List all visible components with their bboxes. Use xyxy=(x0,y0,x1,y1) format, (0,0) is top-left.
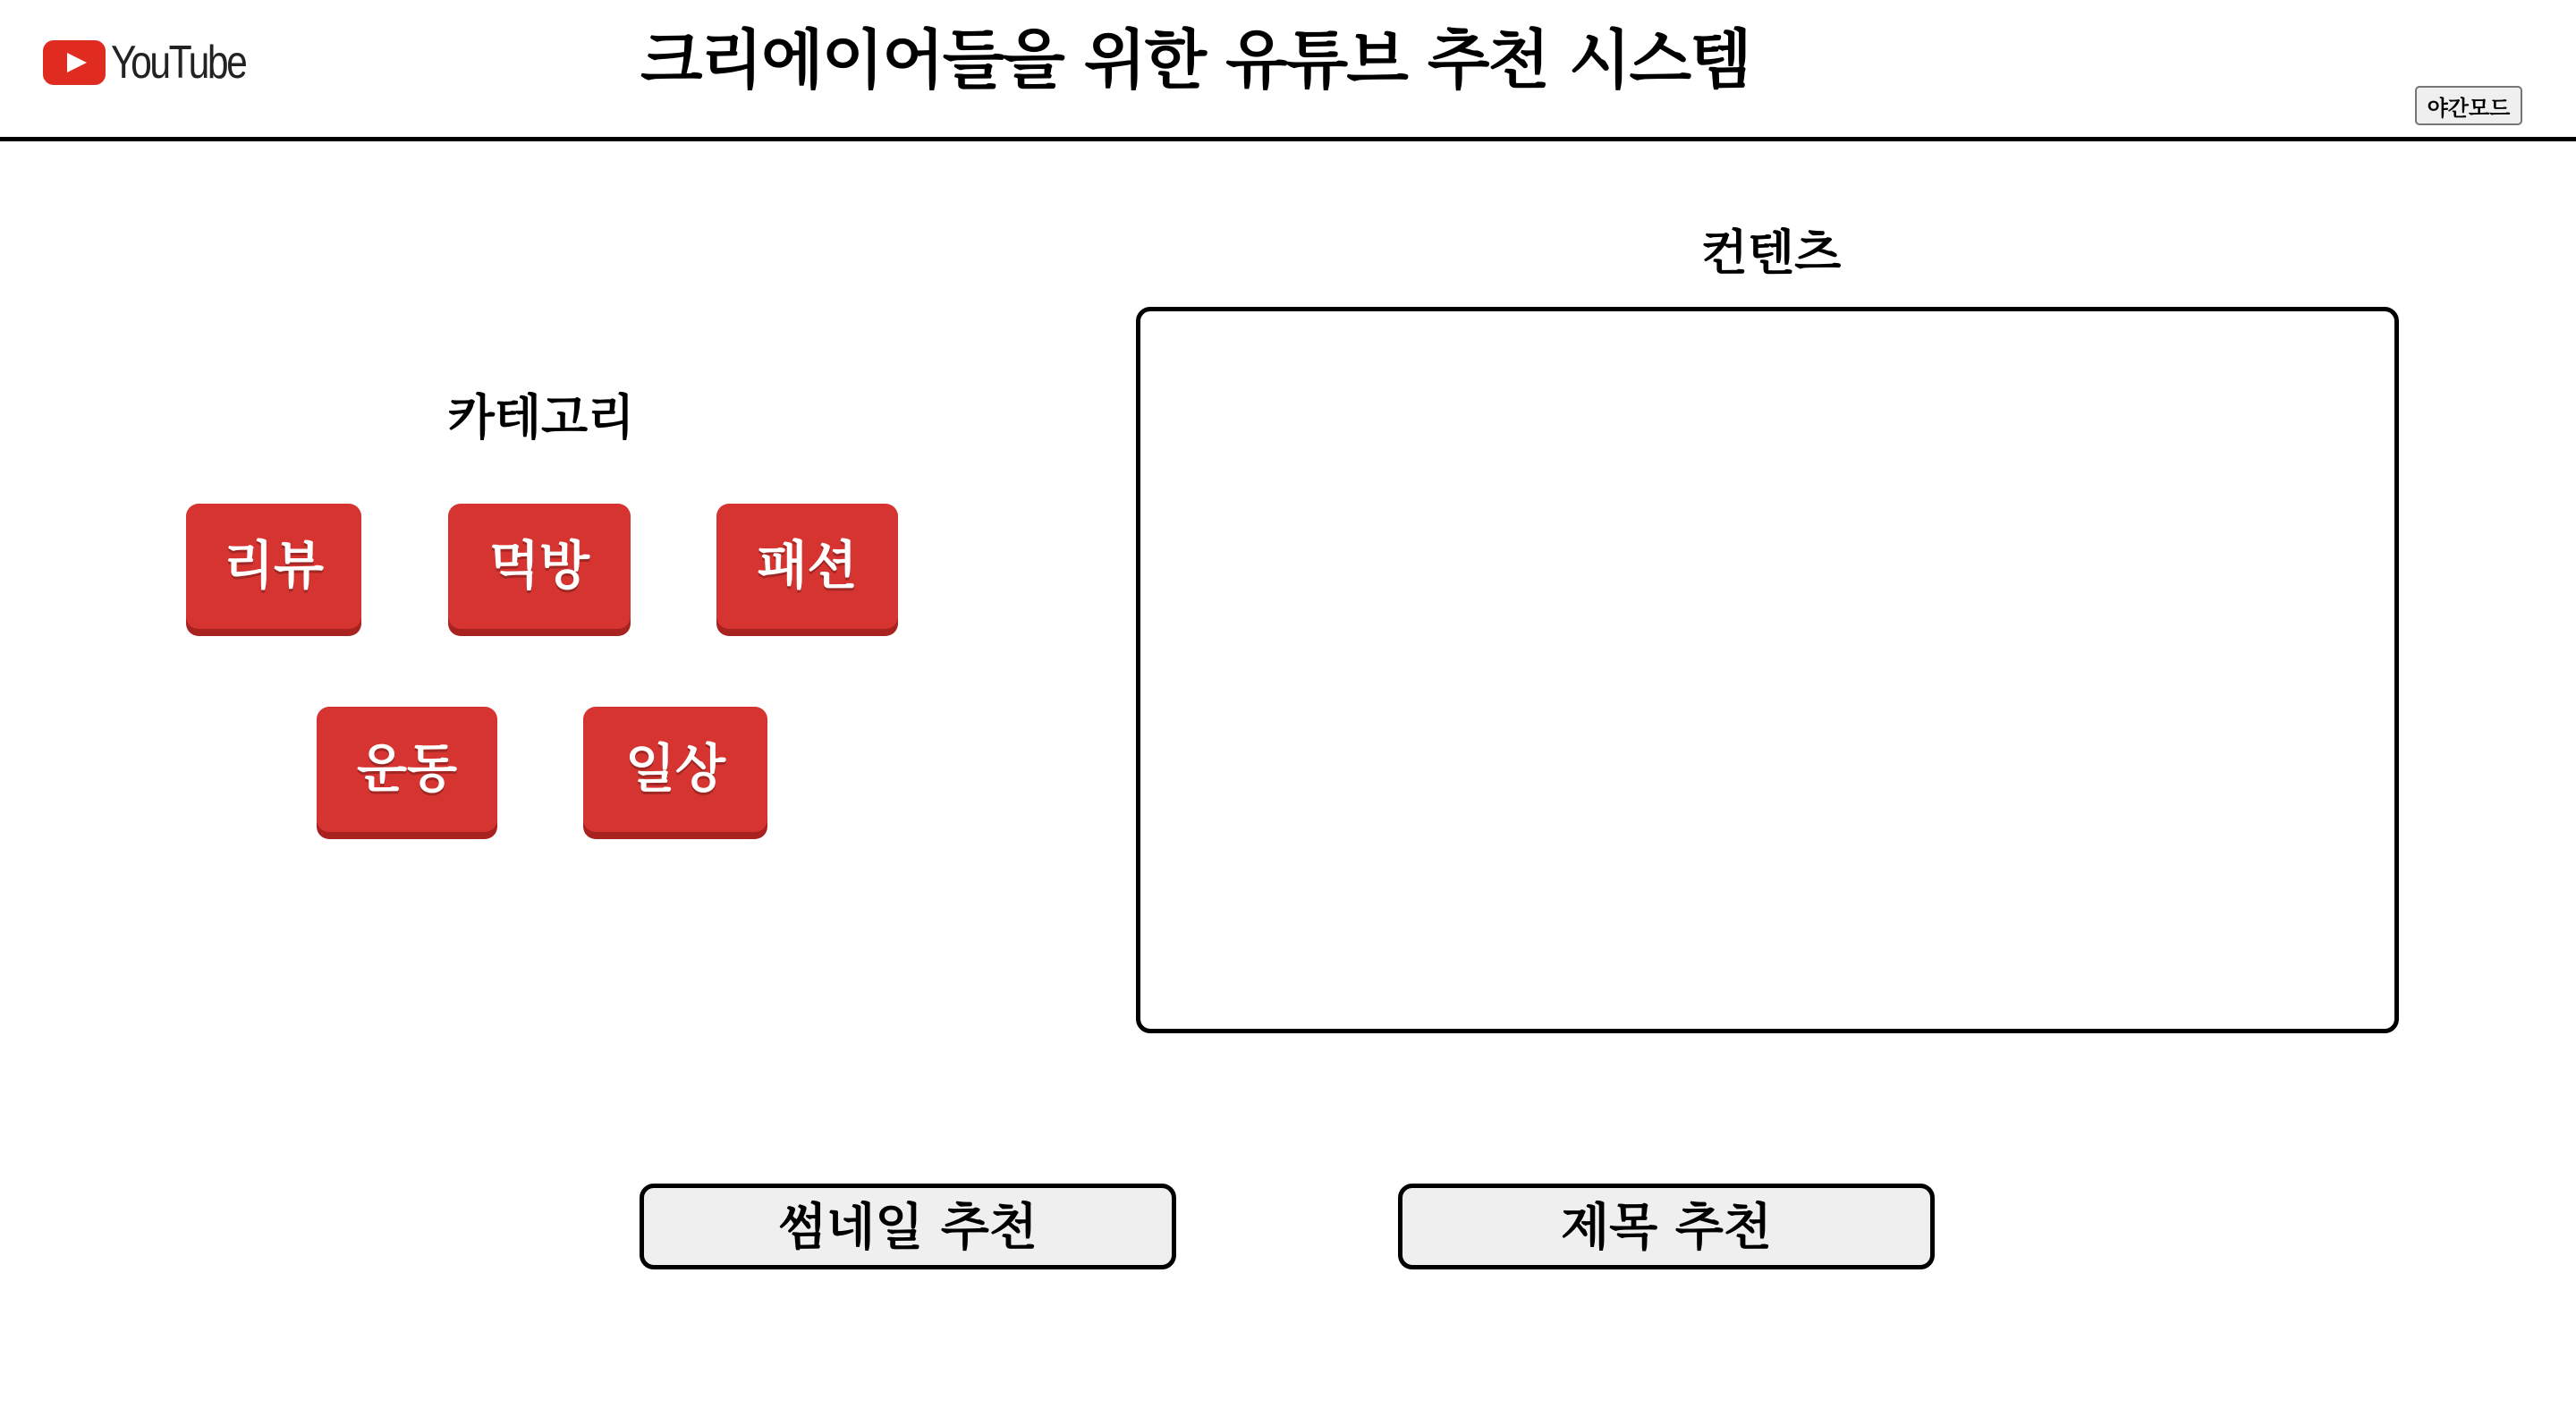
category-button-review[interactable]: 리뷰 xyxy=(186,504,361,629)
content-heading: 컨텐츠 xyxy=(1700,225,1842,281)
night-mode-button[interactable]: 야간모드 xyxy=(2415,86,2522,125)
youtube-logo[interactable] xyxy=(43,37,275,89)
category-heading: 카테고리 xyxy=(447,389,635,446)
category-button-exercise[interactable]: 운동 xyxy=(317,707,497,832)
content-panel xyxy=(1136,307,2399,1033)
category-button-daily[interactable]: 일상 xyxy=(583,707,767,832)
page-title: 크리에이어들을 위한 유튜브 추천 시스템 xyxy=(640,22,1750,98)
logo-text: YouTube xyxy=(111,37,246,89)
title-recommend-button[interactable]: 제목 추천 xyxy=(1398,1184,1935,1269)
header xyxy=(0,0,2576,141)
youtube-play-icon xyxy=(43,40,106,85)
thumbnail-recommend-button[interactable]: 썸네일 추천 xyxy=(640,1184,1176,1269)
category-button-fashion[interactable]: 패션 xyxy=(716,504,898,629)
category-button-mukbang[interactable]: 먹방 xyxy=(448,504,631,629)
